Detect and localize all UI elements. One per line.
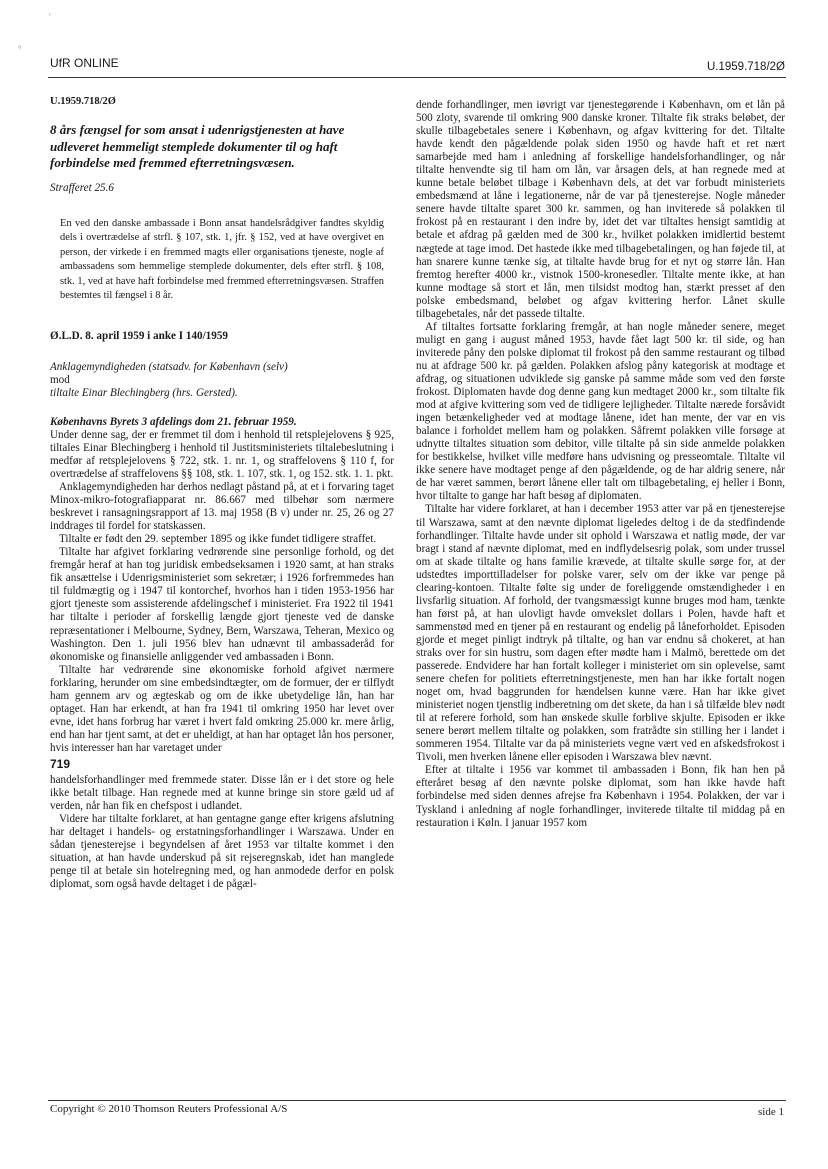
- case-summary: En ved den danske ambassade i Bonn ansat handelsrådgiver fandtes skyldig dels i overtrædelse af strfl. § 107, stk. 1, jfr. § 152, ved at have overgivet en person, der virkede i en fremmed magts eller organisations tjeneste, nogle af ambassadens som hemmelige stemplede dokumenter, dels efter strfl. § 108, stk. 1, ved at have haft forbindelse med fremmed efterretningsvæsen. Straffen bestemtes til fængsel i 8 år.: [60, 217, 384, 302]
- original-page-number: 719: [50, 757, 71, 771]
- headline: 8 års fængsel for som ansat i udenrigstjenesten at have udleveret hemmeligt stemplede dokumenter til og haft forbindelse med fremmed efterretningsvæsen.: [50, 122, 345, 171]
- prosecution: Anklagemyndigheden (statsadv. for København (selv): [50, 360, 288, 373]
- paragraph: Videre har tiltalte forklaret, at han gentagne gange efter krigens afslutning har deltaget i handels- og erstatningsforhandlinger i Warszawa. Under en sådan tjenesterejse i begyndelsen af året 1953 var tiltalte kommet i den situation, at han havde underskud på sit rejseregnskab, idet han manglede penge til at betale sin hotelregning med, og han anmodede derfor en polsk diplomat, som også havde deltaget i de pågæl-: [50, 813, 394, 891]
- versus: mod: [50, 373, 70, 386]
- paragraph: Tiltalte er født den 29. september 1895 og ikke fundet tidligere straffet.: [59, 533, 377, 546]
- byret-heading: Københavns Byrets 3 afdelings dom 21. februar 1959.: [50, 415, 297, 428]
- scan-mark: °: [18, 44, 22, 54]
- scan-mark: ': [49, 12, 51, 22]
- copyright: Copyright © 2010 Thomson Reuters Professional A/S: [50, 1103, 288, 1115]
- defendant: tiltalte Einar Blechingberg (hrs. Gersted).: [50, 386, 238, 399]
- court-decision-line: Ø.L.D. 8. april 1959 i anke I 140/1959: [50, 329, 228, 342]
- page-indicator: side 1: [758, 1106, 784, 1118]
- paragraph: Tiltalte har afgivet forklaring vedrørende sine personlige forhold, og det fremgår heraf at han tog juridisk embedseksamen i 1920 samt, at han straks fik ansættelse i Udenrigsministeriet som sekretær; i 1926 forfremmedes han til fuldmægtig og i 1947 til kontorchef, hvorhos han i tiden 1953-1956 har gjort tjeneste som assisterende afdelingschef i ministeriet. Fra 1922 til 1941 har tiltalte i perioder af forskellig længde gjort tjeneste ved de danske repræsentationer i Melbourne, Sydney, Bern, Warszawa, Teheran, Mexico og Washington. Den 1. juli 1956 blev han udnævnt til ambassaderåd for økonomiske og finansielle anliggender ved ambassaden i Bonn.: [50, 546, 394, 663]
- paragraph: Tiltalte har vedrørende sine økonomiske forhold afgivet nærmere forklaring, herunder om sine embedsindtægter, om de formuer, der er tilflydt ham gennem arv og ægteskab og om de ikke ubetydelige lån, han har optaget. Han har erkendt, at han fra 1941 til omkring 1950 har levet over evne, idet hans forbrug har været i hvert fald omkring 25.000 kr. mere årlig, end han har tjent samt, at det er uheldigt, at han har optaget lån hos personer, hvis interesser han har varetaget under: [50, 663, 394, 754]
- decision-reference: U.1959.718/2Ø: [50, 96, 116, 107]
- paragraph: Af tiltaltes fortsatte forklaring fremgår, at han nogle måneder senere, meget muligt en gang i august måned 1953, havde fået lagt 500 kr. til side, og han inviterede påny den polske diplomat til frokost på den samme restaurant og tilbød nu at afdrage 500 kr. på gælden. Polakken afslog påny kategorisk at modtage et afdrag, og situationen udviklede sig ganske på samme måde som ved den første frokost. Diplomaten havde dog denne gang kun medtaget 2000 kr., som tiltalte fik mod at afgive kvittering som ved de tidligere lejligheder. Tiltalte nærede forsåvidt ingen betænkeligheder ved at modtage lånene, idet han mente, der var en vis balance i forholdet mellem ham og polakken. Såfremt polakken ville forsøge at udnytte tiltaltes situation som debitor, ville tiltalte på sin side anmelde polakken for bestikkelse, hvilket ville medføre hans udvisning og presseomtale. Tiltalte vil ikke senere have modtaget penge af den pågældende, og de har aldrig senere, når de har været sammen, berørt lånene eller talt om tilbagebetaling, ej heller i Bonn, hvor tiltalte to gange har haft besøg af diplomaten.: [416, 320, 785, 503]
- left-column: [50, 95, 394, 891]
- header-reference: U.1959.718/2Ø: [706, 61, 785, 73]
- paragraph: Tiltalte har videre forklaret, at han i december 1953 atter var på en tjenesterejse til Warszawa, samt at den nævnte diplomat ligeledes deltog i de da stedfindende forhandlinger. Tiltalte havde under sit ophold i Warszawa et natlig møde, der var bragt i stand af nævnte diplomat, med en indflydelsesrig polak, som under trussel om at skade tiltalte og hans familie krævede, at tiltalte skulle sørge for, at der udstedtes importtilladelser for polske varer, selv om der ikke var penge på clearing-kontoen. Tiltalte følte sig under de foreliggende omstændigheder i en livsfarlig situation. Af forhold, der tvangsmæssigt kunne bruges mod ham, tænkte han først på, at han ulovligt havde omvekslet dollars i Polen, havde haft et sammenstød med en tjener på en restaurant og endelig på låneforholdet. Episoden gjorde et meget pinligt indtryk på tiltalte, og han var endnu så chokeret, at han straks over for sin hustru, som dagen efter mødte ham i Malmö, berettede om det passerede. Endvidere har han fortalt kolleger i ministeriet om sin oplevelse, samt senere chefen for politiets efterretningstjeneste, men han har ikke fortalt nogen noget om, hvad baggrunden for hændelsen kunne være. Han har ikke givet ministeriet nogen tjenstlig indberetning om det skete, da han i så tilfælde blev nødt til at referere forhold, som han ønskede skulle forblive skjulte. Episoden er ikke senere berørt mellem tiltalte og polakken, som fratrådte sin stilling her i landet i sommeren 1954. Tiltalte var da på ministeriets vegne vært ved en afskedsfrokost i Tivoli, men hverken lånene eller episoden i Warszawa blev nævnt.: [416, 503, 785, 764]
- footer-rule: [48, 1100, 786, 1101]
- paragraph: Efter at tiltalte i 1956 var kommet til ambassaden i Bonn, fik han hen på efteråret besøg af den nævnte polske diplomat, som han ikke havde haft forbindelse med siden dennes afrejse fra København i 1954. Polakken, der var i Tyskland i anledning af nogle forhandlinger, inviterede tiltalte til middag på en restauration i Køln. I januar 1957 kom: [416, 764, 785, 829]
- right-column: [416, 99, 785, 830]
- parties: [50, 361, 394, 400]
- paragraph: handelsforhandlinger med fremmede stater. Disse lån er i det store og hele ikke betalt tilbage. Han regnede med at kunne bringe sin store gæld ud af verden, når han fik en chefspost i udlandet.: [50, 774, 394, 813]
- header-brand: UfR ONLINE: [50, 56, 119, 70]
- paragraph: dende forhandlinger, men iøvrigt var tjenestegørende i København, om et lån på 500 zloty, svarende til omkring 900 danske kroner. Tiltalte fik straks beløbet, der skulle tilbagebetales senere i København, og afgav kvittering for det. Tiltalte havde kendt den pågældende polak siden 1950 og havde haft et ret nært samarbejde med ham i anledning af forskellige handelsforhandlinger, og når tiltalte henvendte sig til ham om lån, var årsagen dels, at han regnede med at kunne betale beløbet tilbage i København dels, at det var forbudt ministeriets embedsmænd at låne i legationerne, når de var på tjenesterejse. Nogle måneder senere havde tiltalte sparet 300 kr. sammen, og han inviterede så polakken til frokost på en restaurant i den indre by, idet det var tiltaltes hensigt samtidig at betale et afdrag på gælden med de 300 kr., hvilket polakken imidlertid bestemt nægtede at tage imod. Det hastede ikke med tilbagebetalingen, og han føjede til, at han snarere kunne tænke sig, at tiltalte havde brug for et nyt og større lån. Han fremtog herefter 4000 kr., vistnok 1500-kronesedler. Tiltalte mente ikke, at han kunne modtage så stort et lån, men tilsidst modtog han, stærkt presset af den polske embedsmand, beløbet og afgav kvittering herfor. Lånet skulle tilbagebetales, når det passede tiltalte.: [416, 99, 785, 320]
- paragraph: Anklagemyndigheden har derhos nedlagt påstand på, at et i forvaring taget Minox-mikro-fotografiapparat nr. 86.667 med tilbehør som nærmere beskrevet i ransagningsrapport af 13. maj 1958 (B v) under nr. 25, 26 og 27 inddrages til fordel for statskassen.: [50, 481, 394, 533]
- header-rule: [48, 77, 786, 78]
- subject-classification: Strafferet 25.6: [50, 181, 114, 194]
- paragraph: Under denne sag, der er fremmet til dom i henhold til retsplejelovens § 925, tiltales Einar Blechingberg i henhold til Justitsministeriets tiltalebeslutning i medfør af retsplejelovens § 722, stk. 1. nr. 1, og straffelovens § 110 f, for overtrædelse af straffelovens §§ 108, stk. 1. 107, stk. 1, og 152. stk. 1. 1. pkt.: [50, 428, 394, 480]
